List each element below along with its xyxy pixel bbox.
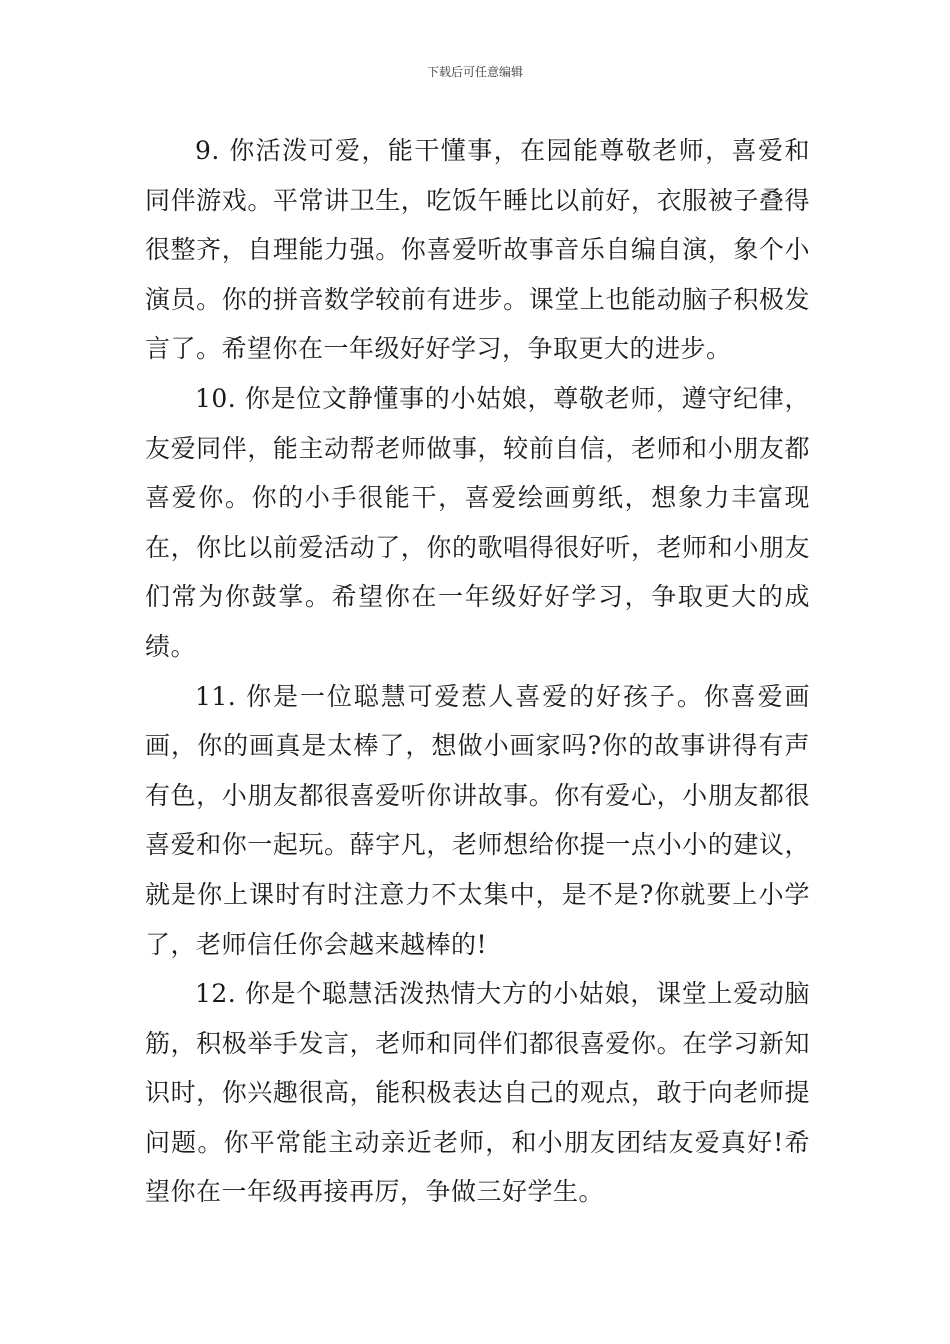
paragraph-12: 12. 你是个聪慧活泼热情大方的小姑娘，课堂上爱动脑筋，积极举手发言，老师和同伴们都很喜爱你。在学习新知识时，你兴趣很高，能积极表达自己的观点，敢于向老师提问题。你平常能主动亲近老师，和小朋友团结友爱真好!希望你在一年级再接再厉，争做三好学生。 — [145, 979, 810, 1207]
page-header-note: 下载后可任意编辑 — [426, 65, 523, 79]
document-body — [145, 126, 810, 1217]
paragraph-10: 10. 你是位文静懂事的小姑娘，尊敬老师，遵守纪律，友爱同伴，能主动帮老师做事，较前自信，老师和小朋友都喜爱你。你的小手很能干，喜爱绘画剪纸，想象力丰富现在，你比以前爱活动了，你的歌唱得很好听，老师和小朋友们常为你鼓掌。希望你在一年级好好学习，争取更大的成绩。 — [145, 383, 810, 661]
paragraph-9: 9. 你活泼可爱，能干懂事，在园能尊敬老师，喜爱和同伴游戏。平常讲卫生，吃饭午睡比以前好，衣服被子叠得很整齐，自理能力强。你喜爱听故事音乐自编自演，象个小演员。你的拼音数学较前有进步。课堂上也能动脑子积极发言了。希望你在一年级好好学习，争取更大的进步。 — [145, 136, 810, 364]
paragraph-11: 11. 你是一位聪慧可爱惹人喜爱的好孩子。你喜爱画画，你的画真是太棒了，想做小画家吗?你的故事讲得有声有色，小朋友都很喜爱听你讲故事。你有爱心，小朋友都很喜爱和你一起玩。薛宇凡，老师想给你提一点小小的建议，就是你上课时有时注意力不太集中，是不是?你就要上小学了，老师信任你会越来越棒的! — [145, 681, 810, 959]
